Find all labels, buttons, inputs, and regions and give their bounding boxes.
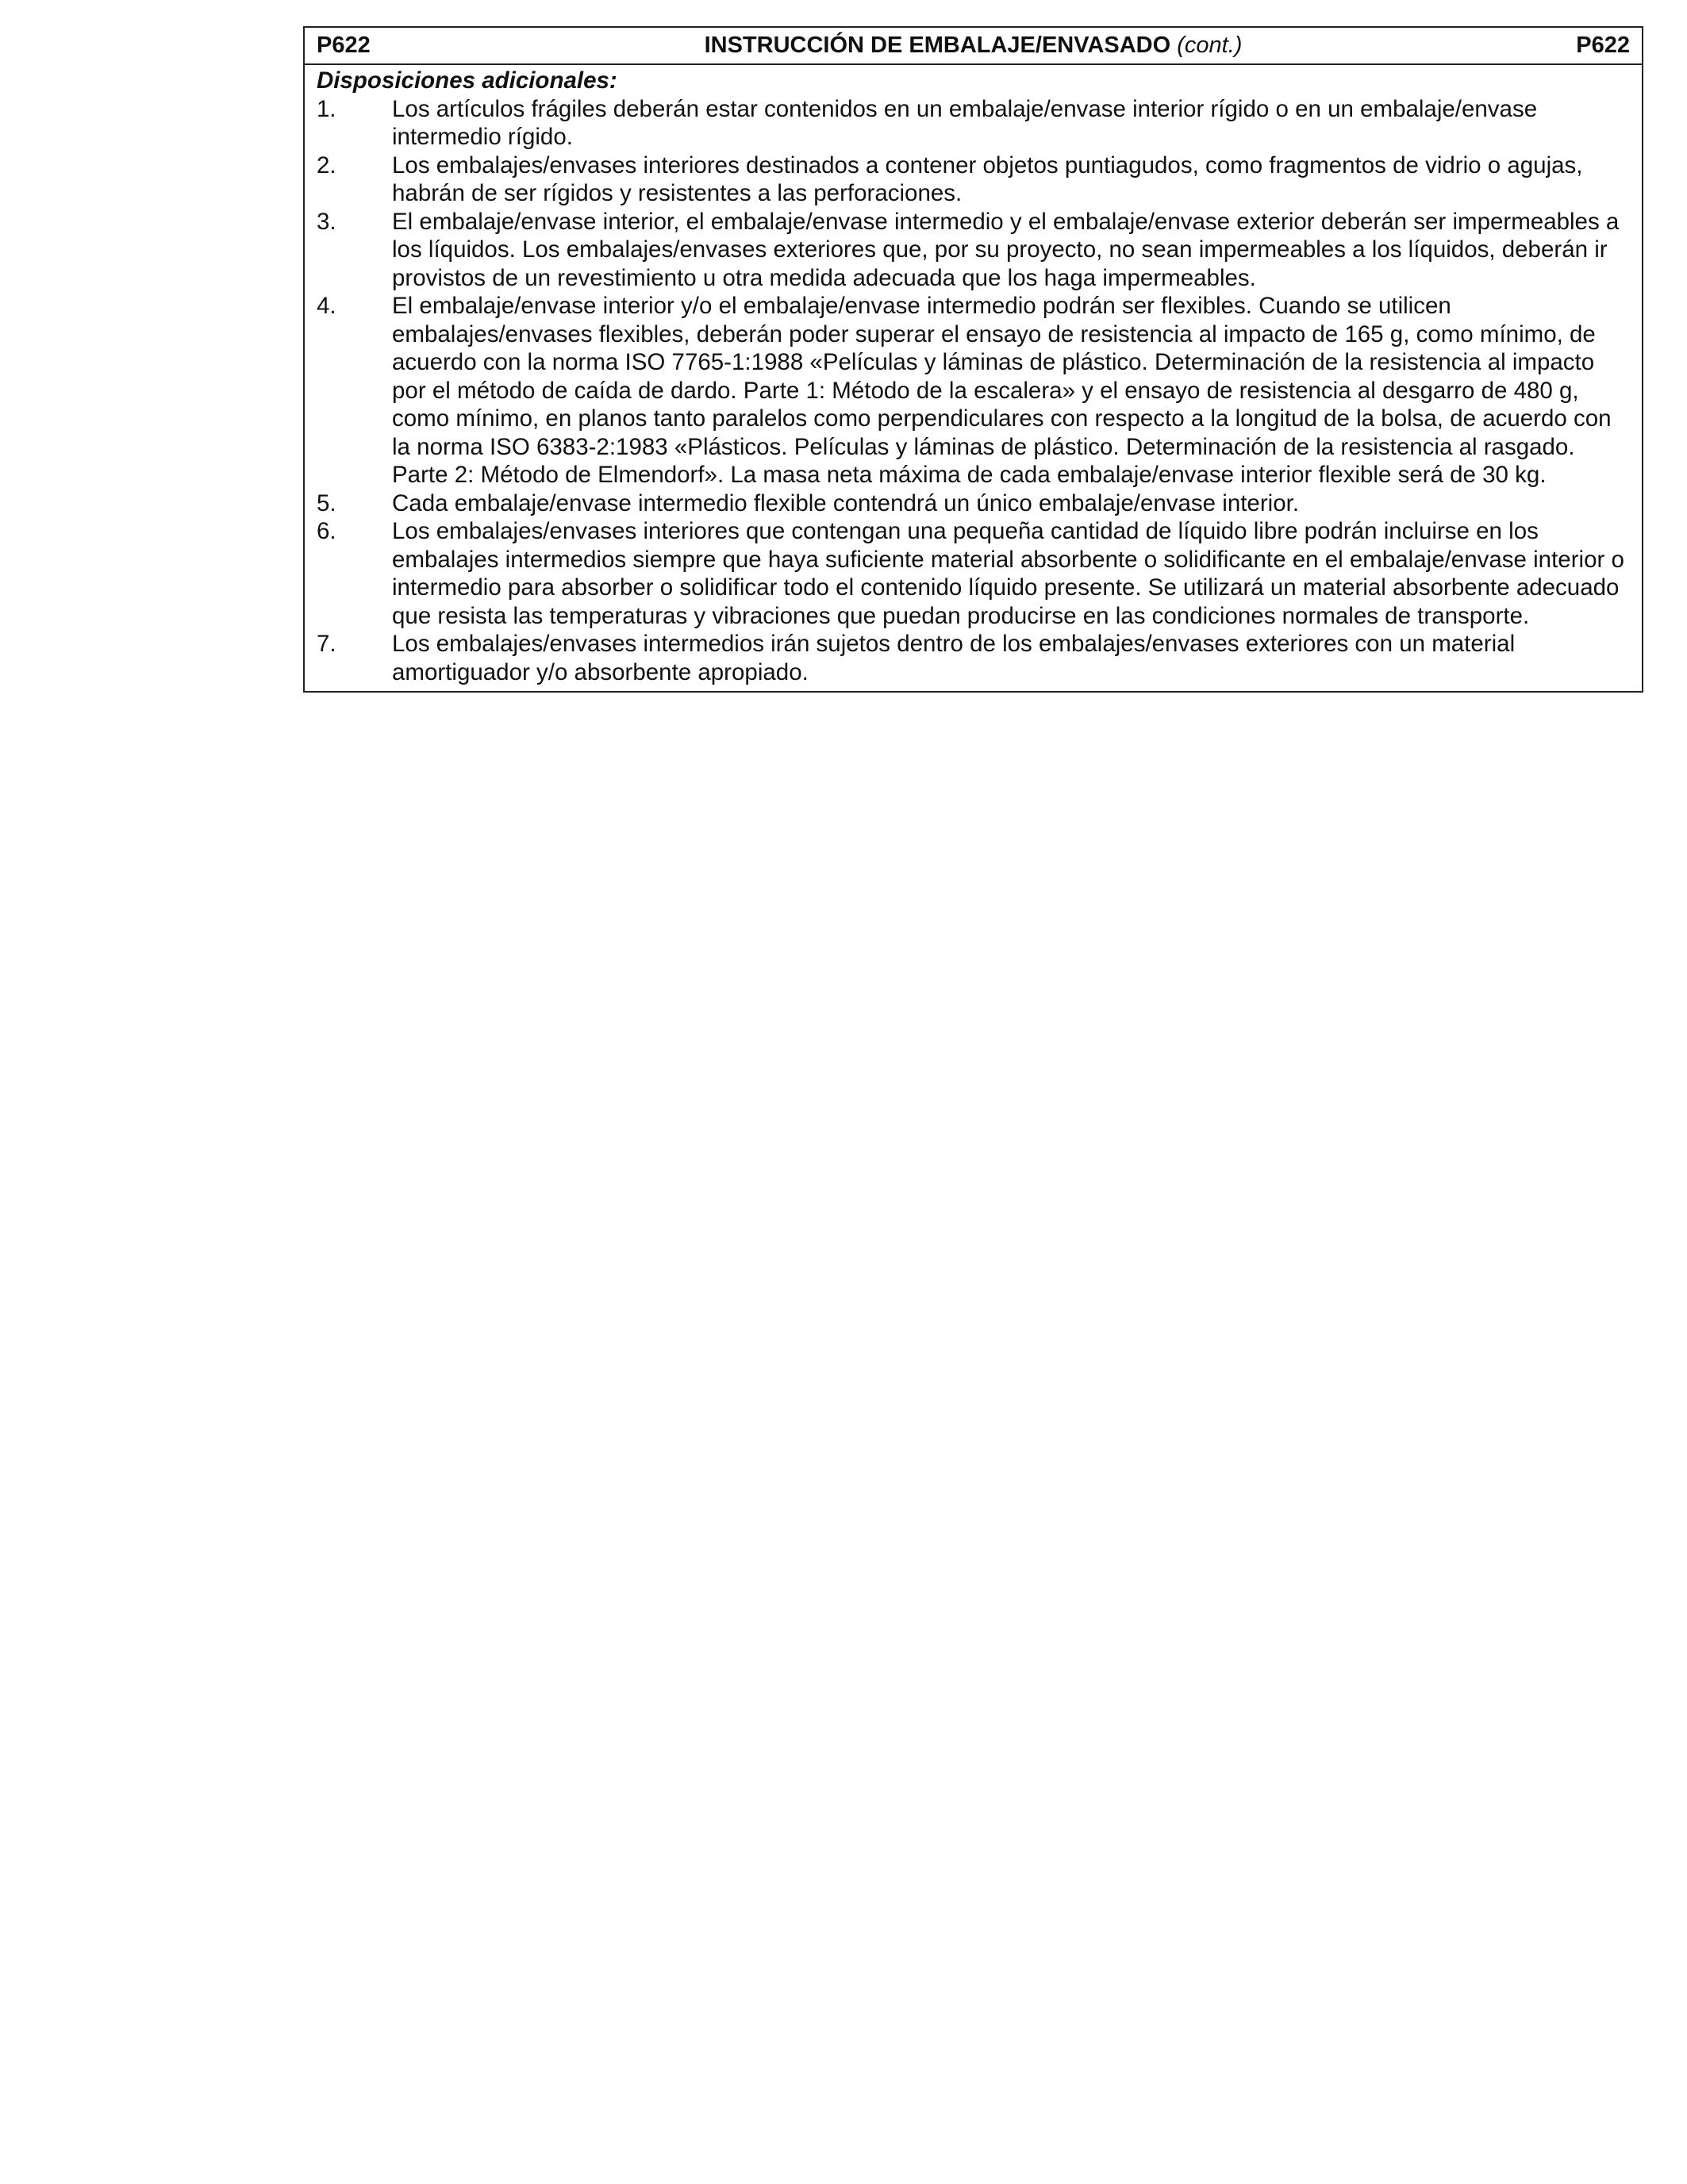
provision-number: 3. [317, 208, 336, 235]
provision-text: Los embalajes/envases intermedios irán sujetos dentro de los embalajes/envases exteriores con un material amortiguador y/o absorbente apropiado. [392, 631, 1516, 685]
provisions-section [305, 65, 1642, 691]
provision-text: Los embalajes/envases interiores destinados a contener objetos puntiagudos, como fragmentos de vidrio o agujas, habrán de ser rígidos y resistentes a las perforaciones. [392, 152, 1583, 206]
provision-item [317, 630, 1630, 686]
packing-instruction-table [303, 26, 1643, 693]
provision-text: El embalaje/envase interior, el embalaje/envase intermedio y el embalaje/envase exterior deberán ser impermeables a los líquidos. Los embalajes/envases exteriores que, por su proyecto, no sean impermeables a los líquidos, deberán ir provistos de un revestimiento u otra medida adecuada que los haga impermeables. [392, 208, 1620, 291]
instruction-title-suffix: (cont.) [1177, 33, 1243, 58]
provision-item [317, 152, 1630, 208]
instruction-title [705, 33, 1243, 59]
provision-number: 5. [317, 489, 336, 516]
provision-number: 2. [317, 152, 336, 178]
provision-item [317, 292, 1630, 489]
instruction-code-left: P622 [317, 33, 371, 58]
instruction-title-text: INSTRUCCIÓN DE EMBALAJE/ENVASADO [704, 33, 1171, 58]
provision-number: 6. [317, 518, 336, 544]
provision-text: El embalaje/envase interior y/o el embalaje/envase intermedio podrán ser flexibles. Cuando se utilicen embalajes/envases flexibles, deberán poder superar el ensayo de resistencia al impacto de 165 g, como mínimo, de acuerdo con la norma ISO 7765-1:1988 «Películas y láminas de plástico. Determinación de la resistencia al impacto por el método de caída de dardo. Parte 1: Método de la escalera» y el ensayo de resistencia al desgarro de 480 g, como mínimo, en planos tanto paralelos como perpendiculares con respecto a la longitud de la bolsa, de acuerdo con la norma ISO 6383-2:1983 «Plásticos. Películas y láminas de plástico. Determinación de la resistencia al rasgado. Parte 2: Método de Elmendorf». La masa neta máxima de cada embalaje/envase interior flexible será de 30 kg. [392, 293, 1612, 488]
provision-number: 1. [317, 95, 336, 122]
table-header [305, 28, 1642, 65]
provision-item [317, 95, 1630, 152]
instruction-code-right: P622 [1576, 33, 1630, 58]
provision-item [317, 517, 1630, 630]
provision-text: Cada embalaje/envase intermedio flexible contendrá un único embalaje/envase interior. [392, 489, 1300, 516]
provision-number: 7. [317, 631, 336, 657]
provision-item [317, 208, 1630, 293]
provision-item [317, 489, 1630, 518]
provision-text: Los embalajes/envases interiores que contengan una pequeña cantidad de líquido libre podrán incluirse en los embalajes intermedios siempre que haya suficiente material absorbente o solidificante en el embalaje/envase interior o intermedio para absorber o solidificar todo el contenido líquido presente. Se utilizará un material absorbente adecuado que resista las temperaturas y vibraciones que puedan producirse en las condiciones normales de transporte. [392, 518, 1624, 629]
provisions-heading: Disposiciones adicionales: [317, 67, 617, 94]
provision-text: Los artículos frágiles deberán estar contenidos en un embalaje/envase interior rígido o en un embalaje/envase intermedio rígido. [392, 95, 1538, 150]
provision-number: 4. [317, 293, 336, 319]
